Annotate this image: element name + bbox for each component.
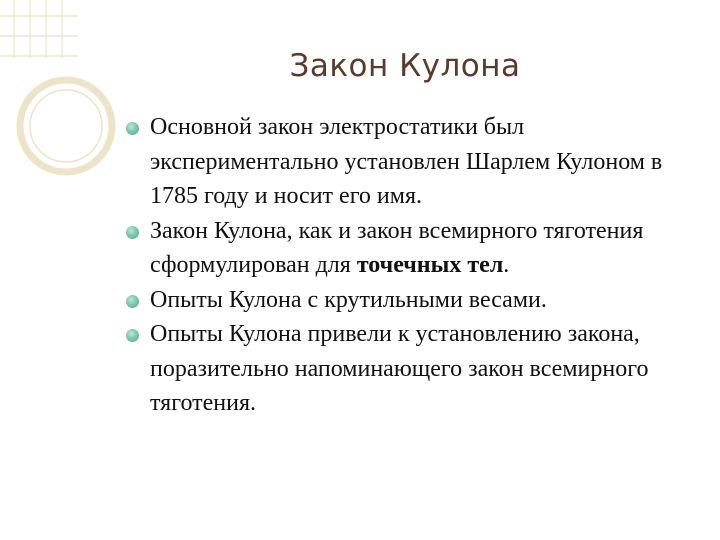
bullet-dot-icon	[126, 329, 139, 342]
bullet-text-part: Опыты Кулона с крутильными весами.	[150, 286, 547, 313]
slide-title: Закон Кулона	[289, 48, 521, 84]
bullet-text-part: Основной закон электростатики был экспериментально установлен Шарлем Кулоном в 1785 году и носит его имя.	[150, 114, 663, 209]
bullet-dot-icon	[126, 226, 139, 239]
bullet-item	[122, 283, 692, 318]
bullet-item	[122, 214, 692, 283]
bullet-text-bold: точечных тел	[356, 252, 504, 278]
deco-ring-large	[20, 80, 112, 172]
bullet-text-part: Опыты Кулона привели к установлению закона, поразительно напоминающего закон всемирного тяготения.	[150, 321, 649, 416]
bullet-list	[122, 110, 692, 421]
bullet-text-part: .	[503, 252, 510, 278]
bullet-item	[122, 317, 692, 421]
bullet-item	[122, 110, 692, 214]
bullet-text-part: Закон Кулона, как и закон всемирного тяготения сформулирован для	[150, 217, 644, 278]
bullet-dot-icon	[126, 122, 139, 135]
deco-ring-small	[30, 90, 102, 162]
bullet-dot-icon	[126, 295, 139, 308]
